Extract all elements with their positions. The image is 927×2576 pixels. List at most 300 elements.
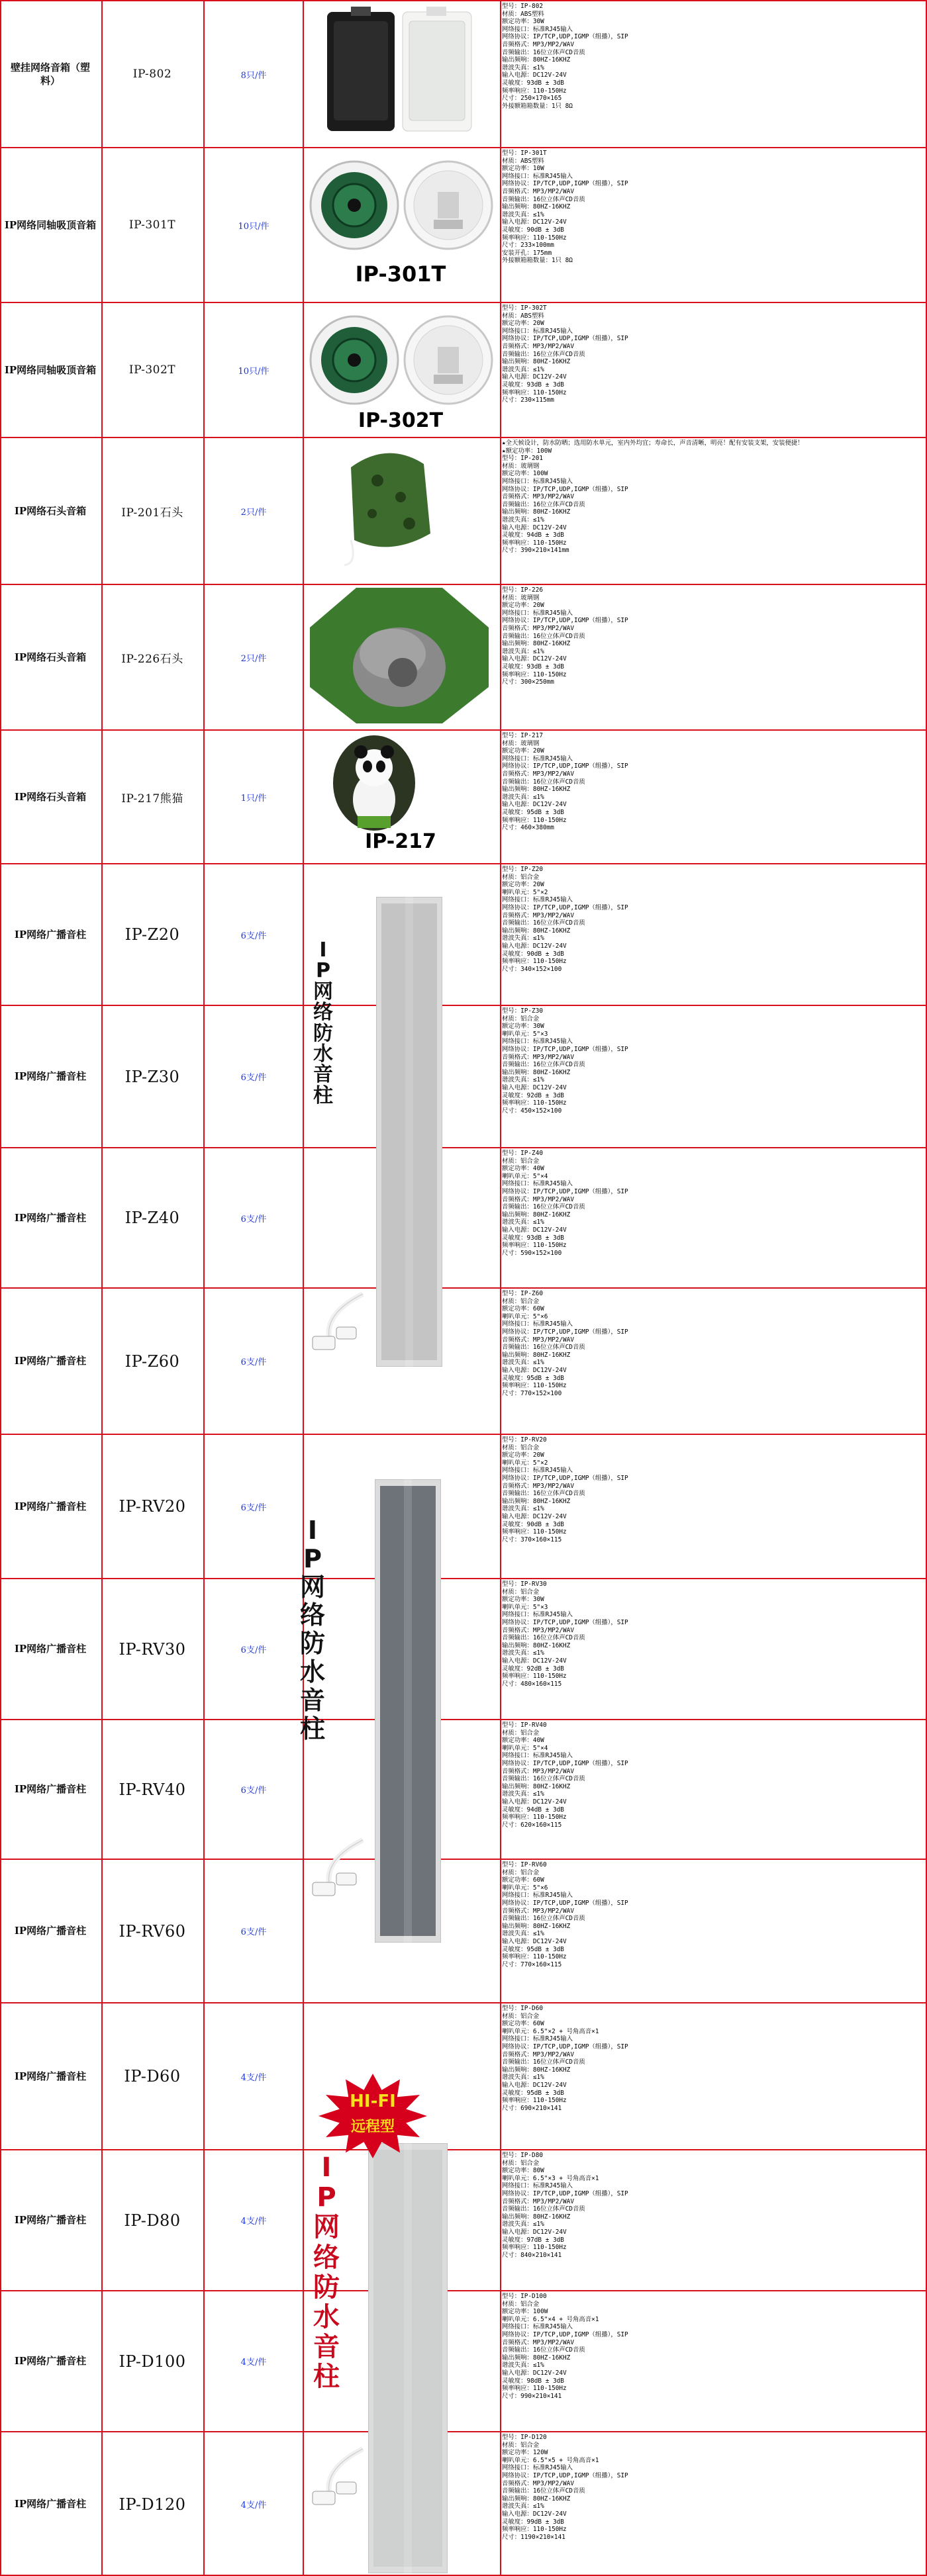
spec-line: 尺寸：230×115mm xyxy=(502,396,554,404)
pack-quantity: 6支/件 xyxy=(240,1357,267,1367)
spec-line: 灵敏度：95dB ± 3dB xyxy=(502,1374,564,1382)
spec-line: 型号：IP-217 xyxy=(502,732,543,739)
panda-speaker-image xyxy=(331,733,417,833)
spec-line: 网络协议：IP/TCP,UDP,IGMP（组播），SIP xyxy=(502,2043,628,2050)
spec-line: 频率响应：110-150Hz xyxy=(502,816,567,824)
product-model: IP-Z30 xyxy=(124,1067,180,1086)
product-model: IP-RV30 xyxy=(119,1639,186,1659)
product-name: IP网络广播音柱 xyxy=(14,1500,87,1512)
spec-line: 灵敏度：92dB ± 3dB xyxy=(502,1091,564,1099)
product-name: IP网络广播音柱 xyxy=(14,2070,87,2082)
spec-line: 音频输出：16位立体声CD音质 xyxy=(502,1490,585,1498)
spec-line: 输出频响：80HZ-16KHZ xyxy=(502,786,571,794)
spec-line: 喇叭单元：5"×3 xyxy=(502,1030,548,1038)
spec-list xyxy=(501,303,924,437)
spec-line: 输出频响：80HZ-16KHZ xyxy=(502,2213,571,2221)
spec-line: 喇叭单元：6.5"×4 + 号角高音×1 xyxy=(502,2315,599,2323)
spec-line: 灵敏度：93dB ± 3dB xyxy=(502,79,564,87)
product-model: IP-D60 xyxy=(124,2067,181,2086)
column-speaker-z-image xyxy=(376,897,442,1367)
table-row xyxy=(0,438,927,584)
product-model: IP-Z20 xyxy=(124,925,180,944)
spec-line: 输出频响：80HZ-16KHZ xyxy=(502,1922,571,1930)
spec-line: 灵敏度：97dB ± 3dB xyxy=(502,2236,564,2244)
spec-list xyxy=(501,2003,924,2149)
spec-line: 频率响应：110-150Hz xyxy=(502,389,567,396)
spec-line: 材质：玻璃钢 xyxy=(502,739,540,747)
product-model: IP-Z40 xyxy=(124,1209,180,1227)
rj45-cable-rv-image xyxy=(297,1833,369,1906)
pack-quantity: 4支/件 xyxy=(240,2501,267,2510)
spec-line: 音频格式：MP3/MP2/WAV xyxy=(502,624,574,632)
spec-line: 输入电源：DC12V-24V xyxy=(502,2081,567,2089)
product-model: IP-201石头 xyxy=(121,506,183,520)
spec-line: 尺寸：480×160×115 xyxy=(502,1680,562,1688)
spec-line: 音频格式：MP3/MP2/WAV xyxy=(502,342,574,350)
pack-quantity: 4支/件 xyxy=(240,2217,267,2227)
rock-speaker-201-image xyxy=(331,441,444,567)
rock-speaker-226-image xyxy=(310,588,489,723)
table-row xyxy=(0,1289,927,1434)
spec-line: 型号：IP-201 xyxy=(502,455,543,463)
label-char: 防 xyxy=(313,1021,333,1045)
spec-line: 额定功率：20W xyxy=(502,602,544,610)
spec-line: 输入电源：DC12V-24V xyxy=(502,218,567,226)
pack-quantity: 10只/件 xyxy=(238,221,269,232)
spec-line: 音频格式：MP3/MP2/WAV xyxy=(502,911,574,919)
spec-line: 网络接口：标准RJ45输入 xyxy=(502,609,573,617)
rj45-cable-d-image xyxy=(297,2442,369,2515)
spec-line: 谐波失真：≤1% xyxy=(502,793,544,801)
spec-line: 网络协议：IP/TCP,UDP,IGMP（组播），SIP xyxy=(502,33,628,41)
product-model: IP-RV40 xyxy=(119,1780,186,1799)
spec-list xyxy=(501,1435,924,1578)
spec-line: 谐波失真：≤1% xyxy=(502,2362,544,2369)
spec-line: 网络协议：IP/TCP,UDP,IGMP（组播），SIP xyxy=(502,485,628,493)
spec-line: 音频输出：16位立体声CD音质 xyxy=(502,1203,585,1211)
table-row xyxy=(0,1860,927,2002)
spec-line: 额定功率：60W xyxy=(502,1876,544,1884)
spec-line: 谐波失真：≤1% xyxy=(502,2503,544,2510)
spec-line: 灵敏度：90dB ± 3dB xyxy=(502,950,564,958)
spec-line: 尺寸：690×210×141 xyxy=(502,2104,562,2112)
spec-line: 额定功率：10W xyxy=(502,165,544,173)
spec-line: 喇叭单元：5"×6 xyxy=(502,1884,548,1892)
spec-line: 网络协议：IP/TCP,UDP,IGMP（组播），SIP xyxy=(502,2330,628,2338)
spec-line: 网络协议：IP/TCP,UDP,IGMP（组播），SIP xyxy=(502,335,628,343)
table-row xyxy=(0,1148,927,1287)
spec-line: 型号：IP-Z40 xyxy=(502,1150,543,1157)
spec-line: 谐波失真：≤1% xyxy=(502,1219,544,1226)
spec-line: 频率响应：110-150Hz xyxy=(502,234,567,242)
rj45-cable-z-image xyxy=(297,1287,369,1360)
spec-line: 型号：IP-Z60 xyxy=(502,1290,543,1297)
spec-line: 网络协议：IP/TCP,UDP,IGMP（组播），SIP xyxy=(502,762,628,770)
label-char: 音 xyxy=(299,1685,325,1715)
spec-line: 音频输出：16位立体声CD音质 xyxy=(502,1061,585,1069)
pack-quantity: 4支/件 xyxy=(240,2072,267,2083)
spec-list xyxy=(501,731,924,863)
spec-line: 灵敏度：90dB ± 3dB xyxy=(502,1520,564,1528)
spec-line: 额定功率：60W xyxy=(502,2020,544,2028)
product-name: IP网络同轴吸顶音箱 xyxy=(4,218,97,231)
product-name: IP网络广播音柱 xyxy=(14,1355,87,1367)
spec-line: 材质：ABS塑料 xyxy=(502,10,544,18)
spec-line: 频率响应：110-150Hz xyxy=(502,1382,567,1390)
label-char: 网 xyxy=(299,1572,325,1602)
product-name: IP网络广播音柱 xyxy=(14,1783,87,1796)
pack-quantity: 2只/件 xyxy=(240,507,267,518)
spec-line: 输入电源：DC12V-24V xyxy=(502,71,567,79)
spec-line: 音频输出：16位立体声CD音质 xyxy=(502,1344,585,1352)
spec-line: 型号：IP-RV60 xyxy=(502,1861,547,1868)
spec-line: 灵敏度：94dB ± 3dB xyxy=(502,1806,564,1814)
spec-line: 材质：铝合金 xyxy=(502,873,540,881)
spec-line: 尺寸：990×210×141 xyxy=(502,2392,562,2400)
spec-line: 网络协议：IP/TCP,UDP,IGMP（组播），SIP xyxy=(502,180,628,188)
pack-quantity: 6支/件 xyxy=(240,1645,267,1655)
spec-line: 网络接口：标准RJ45输入 xyxy=(502,755,573,762)
spec-line: 网络协议：IP/TCP,UDP,IGMP（组播），SIP xyxy=(502,617,628,625)
spec-line: 输出频响：80HZ-16KHZ xyxy=(502,2495,571,2503)
spec-line: 输入电源：DC12V-24V xyxy=(502,655,567,663)
spec-line: ★全天候设计，防水防晒；选用防水单元，室内外均宜；寿命长，声音清晰，明亮！配有安装支架，安装便捷！ xyxy=(502,439,804,447)
product-model: IP-217熊猫 xyxy=(121,792,183,805)
spec-line: 额定功率：100W xyxy=(502,2308,548,2316)
spec-line: 频率响应：110-150Hz xyxy=(502,1099,567,1107)
product-name: 壁挂网络音箱（塑料） xyxy=(10,61,90,87)
spec-line: 外接额箱箱数量：1只 8Ω xyxy=(502,257,573,265)
label-char: 柱 xyxy=(299,1714,325,1743)
spec-line: 输出频响：80HZ-16KHZ xyxy=(502,1351,571,1359)
pack-quantity: 2只/件 xyxy=(240,653,267,664)
spec-line: 网络接口：标准RJ45输入 xyxy=(502,1752,573,1760)
pack-quantity: 10只/件 xyxy=(238,366,269,377)
spec-line: 频率响应：110-150Hz xyxy=(502,2526,567,2534)
column-group-label-z xyxy=(311,939,335,1105)
spec-list xyxy=(501,1,924,147)
spec-line: 音频输出：16位立体声CD音质 xyxy=(502,778,585,786)
spec-line: 额定功率：40W xyxy=(502,1737,544,1745)
spec-line: 灵敏度：95dB ± 3dB xyxy=(502,2089,564,2097)
spec-line: 输出频响：80HZ-16KHZ xyxy=(502,1782,571,1790)
spec-line: 频率响应：110-150Hz xyxy=(502,1814,567,1821)
spec-line: 材质：玻璃钢 xyxy=(502,594,540,602)
pack-quantity: 4支/件 xyxy=(240,2358,267,2368)
spec-line: 尺寸：770×160×115 xyxy=(502,1960,562,1968)
spec-list xyxy=(501,1720,924,1859)
spec-line: 音频输出：16位立体声CD音质 xyxy=(502,2205,585,2213)
spec-line: 音频输出：16位立体声CD音质 xyxy=(502,1775,585,1783)
product-name: IP网络石头音箱 xyxy=(14,790,87,803)
spec-line: 灵敏度：93dB ± 3dB xyxy=(502,663,564,670)
spec-line: 输入电源：DC12V-24V xyxy=(502,801,567,809)
spec-line: 输入电源：DC12V-24V xyxy=(502,1657,567,1665)
spec-line: 音频格式：MP3/MP2/WAV xyxy=(502,40,574,48)
spec-line: 输出频响：80HZ-16KHZ xyxy=(502,203,571,211)
spec-line: 额定功率：20W xyxy=(502,881,544,889)
spec-line: 网络协议：IP/TCP,UDP,IGMP（组播），SIP xyxy=(502,1045,628,1053)
spec-line: 灵敏度：90dB ± 3dB xyxy=(502,226,564,234)
spec-line: 音频格式：MP3/MP2/WAV xyxy=(502,1767,574,1775)
pack-quantity: 6支/件 xyxy=(240,931,267,941)
spec-line: 频率响应：110-150Hz xyxy=(502,958,567,966)
spec-line: 灵敏度：92dB ± 3dB xyxy=(502,1665,564,1673)
table-row xyxy=(0,1720,927,1859)
pack-quantity: 1只/件 xyxy=(240,793,267,804)
spec-list xyxy=(501,2432,924,2576)
spec-line: 网络协议：IP/TCP,UDP,IGMP（组播），SIP xyxy=(502,1187,628,1195)
spec-line: 尺寸：370×160×115 xyxy=(502,1536,562,1543)
product-model: IP-RV60 xyxy=(119,1921,186,1941)
spec-line: 网络协议：IP/TCP,UDP,IGMP（组播），SIP xyxy=(502,1328,628,1336)
wall-speaker-image xyxy=(318,5,483,141)
spec-line: 额定功率：30W xyxy=(502,1023,544,1031)
spec-line: 材质：铝合金 xyxy=(502,1588,540,1596)
spec-line: 材质：铝合金 xyxy=(502,2012,540,2020)
spec-line: 谐波失真：≤1% xyxy=(502,1790,544,1798)
model-caption-302t: IP-302T xyxy=(358,409,444,432)
spec-line: 外接额箱箱数量：1只 8Ω xyxy=(502,102,573,110)
product-name: IP网络广播音柱 xyxy=(14,2498,87,2510)
spec-line: 网络协议：IP/TCP,UDP,IGMP（组播），SIP xyxy=(502,1899,628,1907)
spec-line: 网络接口：标准RJ45输入 xyxy=(502,1180,573,1188)
spec-line: 喇叭单元：6.5"×2 + 号角高音×1 xyxy=(502,2027,599,2035)
pack-quantity: 6支/件 xyxy=(240,1214,267,1224)
spec-line: 额定功率：20W xyxy=(502,747,544,755)
spec-line: 安装开孔：175mm xyxy=(502,249,552,257)
spec-line: 谐波失真：≤1% xyxy=(502,516,544,524)
spec-list xyxy=(501,1860,924,2002)
spec-line: 输入电源：DC12V-24V xyxy=(502,1083,567,1091)
spec-line: 谐波失真：≤1% xyxy=(502,1649,544,1657)
model-caption-301t: IP-301T xyxy=(355,261,446,287)
label-char: 网 xyxy=(313,2212,340,2243)
spec-line: 频率响应：110-150Hz xyxy=(502,2244,567,2252)
spec-line: 谐波失真：≤1% xyxy=(502,647,544,655)
spec-line: 音频格式：MP3/MP2/WAV xyxy=(502,2050,574,2058)
spec-line: 尺寸：300×250mm xyxy=(502,678,554,686)
spec-line: 音频输出：16位立体声CD音质 xyxy=(502,919,585,927)
spec-line: 输入电源：DC12V-24V xyxy=(502,1512,567,1520)
spec-line: 灵敏度：99dB ± 3dB xyxy=(502,2518,564,2526)
spec-line: 网络接口：标准RJ45输入 xyxy=(502,2182,573,2190)
spec-line: 音频格式：MP3/MP2/WAV xyxy=(502,1053,574,1061)
spec-line: 尺寸：460×380mm xyxy=(502,824,554,832)
spec-line: 输入电源：DC12V-24V xyxy=(502,1937,567,1945)
spec-line: 尺寸：770×152×100 xyxy=(502,1389,562,1397)
spec-line: 灵敏度：95dB ± 3dB xyxy=(502,808,564,816)
spec-line: 型号：IP-Z20 xyxy=(502,866,543,873)
spec-line: 音频格式：MP3/MP2/WAV xyxy=(502,2338,574,2346)
spec-line: 额定功率：100W xyxy=(502,470,548,478)
spec-line: 网络接口：标准RJ45输入 xyxy=(502,327,573,335)
product-name: IP网络广播音柱 xyxy=(14,928,87,941)
spec-line: 尺寸：450×152×100 xyxy=(502,1107,562,1115)
spec-line: 灵敏度：94dB ± 3dB xyxy=(502,531,564,539)
spec-line: 频率响应：110-150Hz xyxy=(502,1242,567,1250)
spec-line: 喇叭单元：5"×4 xyxy=(502,1744,548,1752)
spec-line: 网络接口：标准RJ45输入 xyxy=(502,2323,573,2331)
label-char: P xyxy=(317,2182,336,2213)
table-row xyxy=(0,864,927,1005)
spec-line: 输入电源：DC12V-24V xyxy=(502,2510,567,2518)
spec-line: 输出频响：80HZ-16KHZ xyxy=(502,1068,571,1076)
spec-line: 音频输出：16位立体声CD音质 xyxy=(502,48,585,56)
spec-line: 音频输出：16位立体声CD音质 xyxy=(502,350,585,358)
spec-line: 型号：IP-802 xyxy=(502,3,543,10)
spec-line: 网络接口：标准RJ45输入 xyxy=(502,1320,573,1328)
spec-list xyxy=(501,864,924,1005)
spec-line: 灵敏度：93dB ± 3dB xyxy=(502,1234,564,1242)
pack-quantity: 6支/件 xyxy=(240,1073,267,1083)
ceiling-speaker-301-image xyxy=(301,154,500,259)
spec-list xyxy=(501,148,924,302)
spec-line: 材质：铝合金 xyxy=(502,1157,540,1165)
hifi-badge-subtitle: 远程型 xyxy=(350,2119,395,2135)
product-model: IP-Z60 xyxy=(124,1352,180,1371)
spec-line: 频率响应：110-150Hz xyxy=(502,670,567,678)
spec-line: 型号：IP-226 xyxy=(502,586,543,594)
spec-line: ★额定功率：100W xyxy=(502,447,552,455)
spec-line: 材质：铝合金 xyxy=(502,1868,540,1876)
table-row xyxy=(0,2432,927,2576)
spec-line: 输出频响：80HZ-16KHZ xyxy=(502,927,571,935)
label-char: 络 xyxy=(313,1001,333,1025)
label-char: 音 xyxy=(313,1063,333,1087)
product-name: IP网络石头音箱 xyxy=(14,504,87,517)
pack-quantity: 8只/件 xyxy=(240,70,267,81)
spec-line: 尺寸：250×170×165 xyxy=(502,95,562,103)
spec-line: 音频输出：16位立体声CD音质 xyxy=(502,500,585,508)
product-name: IP网络广播音柱 xyxy=(14,1070,87,1083)
product-name: IP网络广播音柱 xyxy=(14,1643,87,1655)
column-group-label-rv xyxy=(298,1516,327,1743)
label-char: 音 xyxy=(313,2332,340,2363)
product-model: IP-D120 xyxy=(119,2495,186,2514)
product-model: IP-802 xyxy=(132,68,172,81)
spec-line: 频率响应：110-150Hz xyxy=(502,2385,567,2393)
spec-line: 网络协议：IP/TCP,UDP,IGMP（组播），SIP xyxy=(502,1474,628,1482)
spec-line: 频率响应：110-150Hz xyxy=(502,87,567,95)
pack-quantity: 6支/件 xyxy=(240,1927,267,1937)
label-char: 防 xyxy=(313,2272,340,2303)
spec-line: 谐波失真：≤1% xyxy=(502,1359,544,1367)
spec-line: 额定功率：120W xyxy=(502,2449,548,2457)
spec-line: 谐波失真：≤1% xyxy=(502,2074,544,2082)
spec-line: 材质：铝合金 xyxy=(502,2159,540,2167)
product-model: IP-D100 xyxy=(119,2352,186,2371)
label-char: 水 xyxy=(313,2301,340,2332)
spec-line: 输出频响：80HZ-16KHZ xyxy=(502,56,571,64)
label-char: P xyxy=(303,1543,322,1573)
product-name: IP网络广播音柱 xyxy=(14,1211,87,1224)
spec-line: 输入电源：DC12V-24V xyxy=(502,1226,567,1234)
spec-line: 谐波失真：≤1% xyxy=(502,1076,544,1084)
spec-line: 型号：IP-D120 xyxy=(502,2434,547,2441)
spec-line: 音频格式：MP3/MP2/WAV xyxy=(502,1336,574,1344)
spec-line: 谐波失真：≤1% xyxy=(502,210,544,218)
spec-line: 材质：铝合金 xyxy=(502,1729,540,1737)
spec-line: 音频格式：MP3/MP2/WAV xyxy=(502,187,574,195)
spec-line: 额定功率：30W xyxy=(502,18,544,26)
spec-line: 喇叭单元：6.5"×5 + 号角高音×1 xyxy=(502,2456,599,2464)
spec-line: 音频格式：MP3/MP2/WAV xyxy=(502,2479,574,2487)
spec-line: 尺寸：590×152×100 xyxy=(502,1249,562,1257)
spec-list xyxy=(501,1289,924,1434)
spec-line: 输入电源：DC12V-24V xyxy=(502,2228,567,2236)
label-char: I xyxy=(321,2152,332,2183)
spec-line: 额定功率：30W xyxy=(502,1596,544,1604)
spec-line: 额定功率：20W xyxy=(502,1451,544,1459)
spec-line: 网络接口：标准RJ45输入 xyxy=(502,172,573,180)
product-name: IP网络广播音柱 xyxy=(14,2214,87,2227)
table-row xyxy=(0,1579,927,1719)
spec-line: 输出频响：80HZ-16KHZ xyxy=(502,1641,571,1649)
label-char: 柱 xyxy=(313,2362,340,2393)
spec-line: 材质：铝合金 xyxy=(502,1444,540,1451)
hifi-badge-title: HI-FI xyxy=(350,2092,396,2111)
spec-line: 网络协议：IP/TCP,UDP,IGMP（组播），SIP xyxy=(502,1618,628,1626)
spec-line: 额定功率：40W xyxy=(502,1165,544,1173)
spec-line: 网络协议：IP/TCP,UDP,IGMP（组播），SIP xyxy=(502,2189,628,2197)
spec-line: 额定功率：60W xyxy=(502,1305,544,1313)
pack-quantity: 6支/件 xyxy=(240,1502,267,1513)
spec-list xyxy=(501,1148,924,1287)
pack-quantity: 6支/件 xyxy=(240,1786,267,1796)
spec-line: 谐波失真：≤1% xyxy=(502,2221,544,2229)
spec-line: 频率响应：110-150Hz xyxy=(502,1528,567,1536)
spec-line: 型号：IP-Z30 xyxy=(502,1007,543,1015)
spec-line: 网络接口：标准RJ45输入 xyxy=(502,896,573,904)
spec-line: 型号：IP-D60 xyxy=(502,2005,543,2012)
label-char: 络 xyxy=(299,1600,325,1630)
spec-line: 网络接口：标准RJ45输入 xyxy=(502,2035,573,2043)
spec-line: 尺寸：620×160×115 xyxy=(502,1821,562,1829)
label-char: 防 xyxy=(299,1629,325,1659)
spec-line: 谐波失真：≤1% xyxy=(502,1505,544,1513)
spec-line: 频率响应：110-150Hz xyxy=(502,2097,567,2105)
spec-line: 输出频响：80HZ-16KHZ xyxy=(502,640,571,648)
spec-line: 音频格式：MP3/MP2/WAV xyxy=(502,2197,574,2205)
label-char: 网 xyxy=(313,980,333,1003)
product-name: IP网络广播音柱 xyxy=(14,1925,87,1937)
spec-line: 音频输出：16位立体声CD音质 xyxy=(502,632,585,640)
spec-line: 输出频响：80HZ-16KHZ xyxy=(502,2066,571,2074)
spec-line: 灵敏度：98dB ± 3dB xyxy=(502,2377,564,2385)
spec-line: 额定功率：20W xyxy=(502,320,544,328)
spec-list xyxy=(501,438,924,584)
label-char: 络 xyxy=(313,2242,340,2273)
spec-line: 输入电源：DC12V-24V xyxy=(502,2369,567,2377)
spec-line: 灵敏度：93dB ± 3dB xyxy=(502,381,564,389)
spec-line: 音频格式：MP3/MP2/WAV xyxy=(502,493,574,501)
label-char: P xyxy=(316,959,330,983)
product-model: IP-226石头 xyxy=(121,652,183,666)
spec-line: 型号：IP-D80 xyxy=(502,2152,543,2159)
spec-list xyxy=(501,585,924,729)
spec-line: 喇叭单元：5"×3 xyxy=(502,1603,548,1611)
spec-line: 喇叭单元：5"×4 xyxy=(502,1172,548,1180)
table-row xyxy=(0,2150,927,2290)
spec-line: 音频格式：MP3/MP2/WAV xyxy=(502,770,574,778)
spec-line: 音频输出：16位立体声CD音质 xyxy=(502,2346,585,2354)
spec-list xyxy=(501,1579,924,1719)
label-char: 柱 xyxy=(313,1083,333,1107)
spec-line: 网络接口：标准RJ45输入 xyxy=(502,1467,573,1475)
spec-line: 音频格式：MP3/MP2/WAV xyxy=(502,1907,574,1915)
product-model: IP-301T xyxy=(128,218,176,232)
